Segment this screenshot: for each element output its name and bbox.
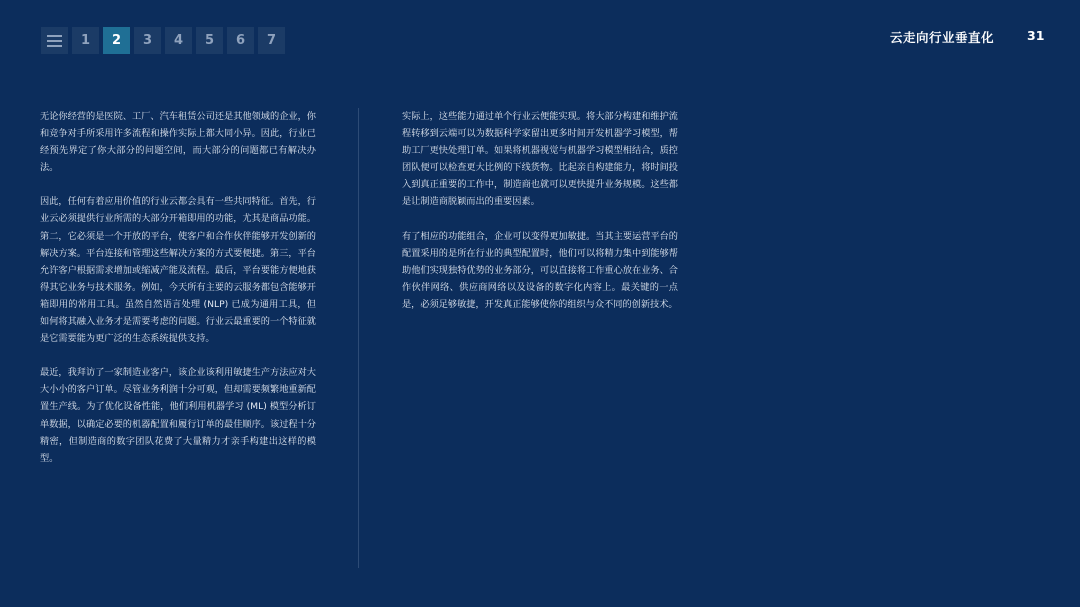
paragraph: 实际上，这些能力通过单个行业云便能实现。将大部分构建和维护流程转移到云端可以为数据科学家留出更多时间开发机器学习模型，帮助工厂更快处理订单。如果将机器视觉与机器学习模型相结合，质控团队便可以检查更大比例的下线货物。比起亲自构建能力，将时间投入到真正重要的工作中，制造商也就可以更快提升业务规模。这些都是让制造商脱颖而出的重要因素。 (402, 111, 678, 208)
left-column (40, 108, 316, 484)
nav-page-3[interactable]: 3 (134, 27, 161, 54)
nav-page-2[interactable]: 2 (103, 27, 130, 54)
column-divider (358, 108, 359, 568)
nav-page-1[interactable]: 1 (72, 27, 99, 54)
nav-page-5[interactable]: 5 (196, 27, 223, 54)
page-number: 31 (1027, 28, 1045, 43)
page-title: 云走向行业垂直化 (890, 30, 995, 45)
right-column (402, 108, 678, 330)
nav-page-4[interactable]: 4 (165, 27, 192, 54)
nav-page-7[interactable]: 7 (258, 27, 285, 54)
page-nav (41, 27, 285, 54)
paragraph: 最近，我拜访了一家制造业客户，该企业该利用敏捷生产方法应对大大小小的客户订单。尽管业务利润十分可观，但却需要频繁地重新配置生产线。为了优化设备性能，他们利用机器学习 (ML) 模型分析订单数据，以确定必要的机器配置和履行订单的最佳顺序。该过程十分精密，但制造商的数字团队花费了大量精力才亲手构建出这样的模型。 (40, 367, 316, 464)
paragraph: 因此，任何有着应用价值的行业云都会具有一些共同特征。首先，行业云必须提供行业所需的大部分开箱即用的功能，尤其是商品功能。第二，它必须是一个开放的平台，使客户和合作伙伴能够开发创新的解决方案。平台连接和管理这些解决方案的方式要便捷。第三，平台允许客户根据需求增加或缩减产能及流程。最后，平台要能方便地获得其它业务与技术服务。例如，今天所有主要的云服务都包含能够开箱即用的常用工具。虽然自然语言处理 (NLP) 已成为通用工具，但如何将其融入业务才是需要考虑的问题。行业云最重要的一个特征就是它需要能为更广泛的生态系统提供支持。 (40, 196, 316, 345)
paragraph: 无论你经营的是医院、工厂、汽车租赁公司还是其他领域的企业，你和竞争对手所采用许多流程和操作实际上都大同小异。因此，行业已经预先界定了你大部分的问题空间，而大部分的问题都已有解决办法。 (40, 111, 316, 174)
paragraph: 有了相应的功能组合，企业可以变得更加敏捷。当其主要运营平台的配置采用的是所在行业的典型配置时，他们可以将精力集中到能够帮助他们实现独特优势的业务部分，可以直接将工作重心放在业务、合作伙伴网络、供应商网络以及设备的数字化内容上。最关键的一点是，必须足够敏捷，开发真正能够使你的组织与众不同的创新技术。 (402, 230, 678, 310)
nav-page-6[interactable]: 6 (227, 27, 254, 54)
menu-icon[interactable] (41, 27, 68, 54)
